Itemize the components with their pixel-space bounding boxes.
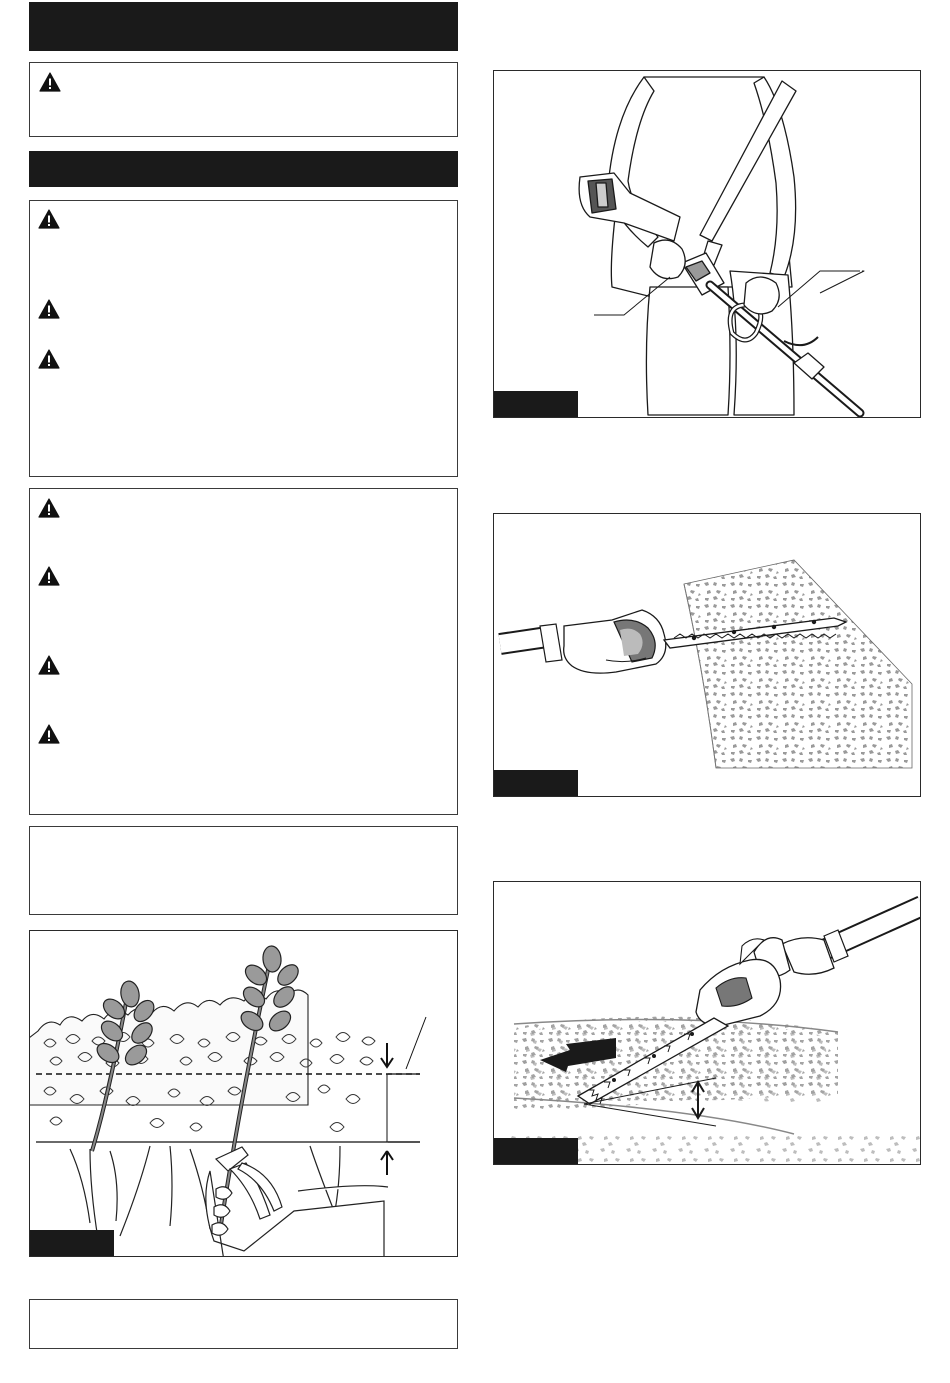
warning-triangle-icon — [38, 299, 60, 319]
section-header-bar-2 — [29, 151, 458, 187]
warning-triangle-icon — [38, 566, 60, 586]
warning-triangle-icon — [38, 349, 60, 369]
figure-tag — [30, 1230, 114, 1256]
figure-tag — [494, 391, 578, 417]
section-header-bar — [29, 2, 458, 51]
warning-triangle-icon — [38, 498, 60, 518]
warning-triangle-icon — [38, 655, 60, 675]
figure-tag — [494, 770, 578, 796]
warning-triangle-icon — [38, 724, 60, 744]
vertical-trimming-figure — [493, 513, 921, 797]
figure-tag — [494, 1138, 578, 1164]
warning-triangle-icon — [39, 72, 61, 92]
warning-box-1 — [29, 62, 458, 137]
warning-triangle-icon — [38, 209, 60, 229]
note-box-bottom — [29, 1299, 458, 1349]
cutting-height-illustration — [30, 931, 458, 1257]
warning-box-2 — [29, 200, 458, 477]
operator-figure — [493, 70, 921, 418]
top-trimming-illustration — [494, 882, 921, 1165]
cutting-height-figure — [29, 930, 458, 1257]
warning-box-3 — [29, 488, 458, 815]
top-trimming-figure — [493, 881, 921, 1165]
note-box — [29, 826, 458, 915]
vertical-trimming-illustration — [494, 514, 921, 797]
operator-illustration — [494, 71, 921, 418]
